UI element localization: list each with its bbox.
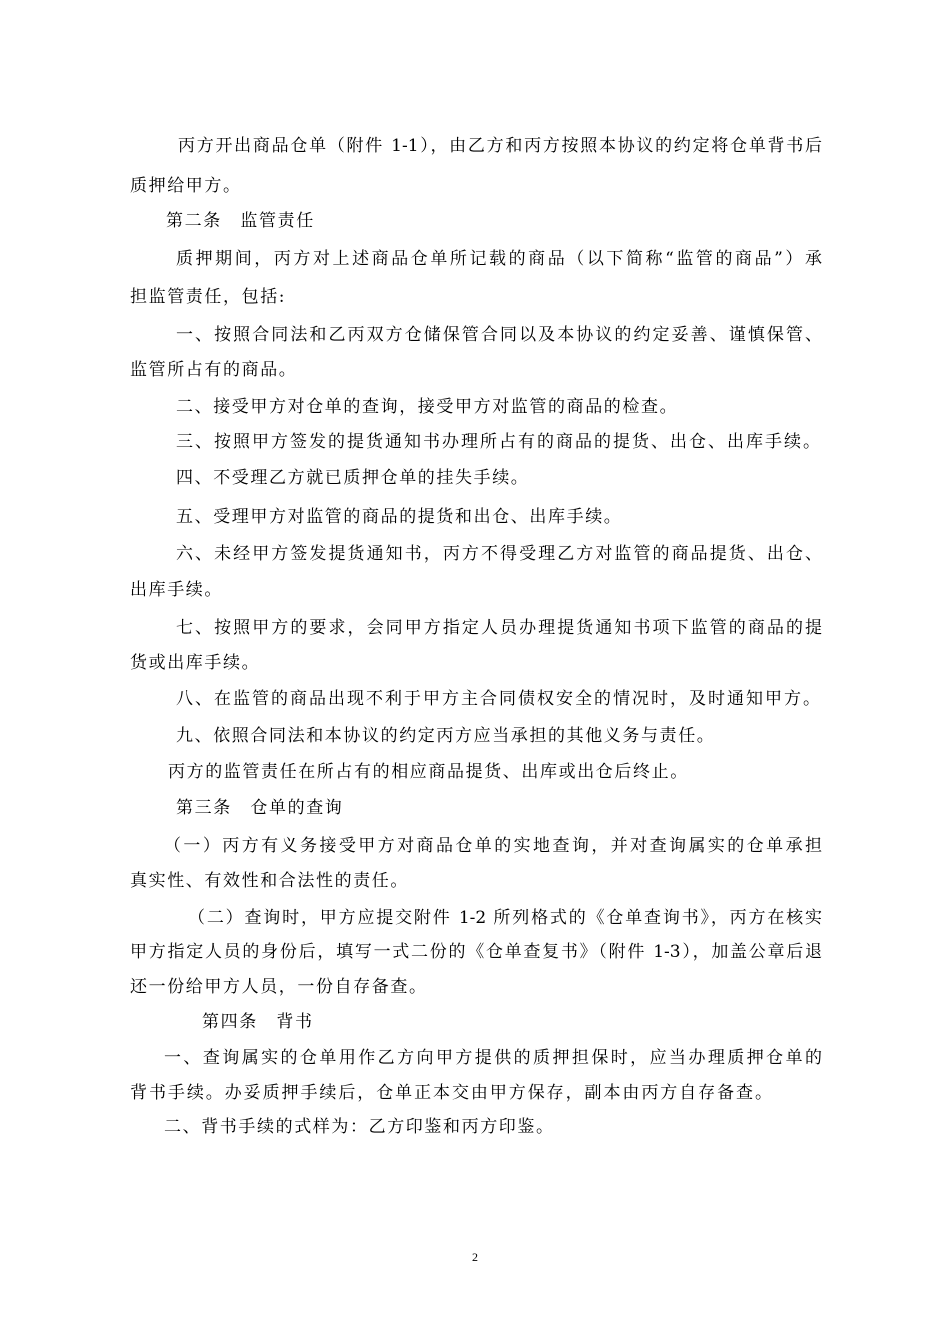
text-line: 八、在监管的商品出现不利于甲方主合同债权安全的情况时，及时通知甲方。 [176, 689, 820, 709]
text-line: 三、按照甲方签发的提货通知书办理所占有的商品的提货、出仓、出库手续。 [176, 432, 820, 452]
text-line: 丙方开出商品仓单（附件 1-1），由乙方和丙方按照本协议的约定将仓单背书后 [178, 136, 822, 156]
text-line: （二）查询时，甲方应提交附件 1-2 所列格式的《仓单查询书》，丙方在核实 [188, 908, 822, 928]
text-line: 货或出库手续。 [130, 653, 261, 673]
text-line: 一、查询属实的仓单用作乙方向甲方提供的质押担保时，应当办理质押仓单的 [164, 1048, 822, 1068]
text-line: 甲方指定人员的身份后，填写一式二份的《仓单查复书》（附件 1-3），加盖公章后退 [130, 942, 822, 962]
text-line: 出库手续。 [130, 580, 223, 600]
section-heading: 第二条 监管责任 [166, 211, 315, 231]
text-line: 二、接受甲方对仓单的查询，接受甲方对监管的商品的检查。 [176, 397, 679, 417]
text-line: 质押期间，丙方对上述商品仓单所记载的商品（以下简称“监管的商品”）承 [176, 249, 822, 269]
text-line: 还一份给甲方人员，一份自存备查。 [130, 977, 428, 997]
page-number: 2 [472, 1250, 478, 1264]
text-line: 一、按照合同法和乙丙双方仓储保管合同以及本协议的约定妥善、谨慎保管、 [176, 325, 822, 345]
text-line: 二、背书手续的式样为：乙方印鉴和丙方印鉴。 [164, 1117, 555, 1137]
text-line: 背书手续。办妥质押手续后，仓单正本交由甲方保存，副本由丙方自存备查。 [130, 1083, 772, 1103]
text-line: 质押给甲方。 [130, 176, 242, 196]
text-line: （一）丙方有义务接受甲方对商品仓单的实地查询，并对查询属实的仓单承担 [164, 836, 822, 856]
text-line: 担监管责任，包括: [130, 287, 287, 307]
text-line: 丙方的监管责任在所占有的相应商品提货、出库或出仓后终止。 [168, 762, 689, 782]
text-line: 九、依照合同法和本协议的约定丙方应当承担的其他义务与责任。 [176, 726, 716, 746]
text-line: 六、未经甲方签发提货通知书，丙方不得受理乙方对监管的商品提货、出仓、 [176, 544, 822, 564]
text-line: 七、按照甲方的要求，会同甲方指定人员办理提货通知书项下监管的商品的提 [176, 618, 822, 638]
text-line: 监管所占有的商品。 [130, 360, 298, 380]
text-line: 五、受理甲方对监管的商品的提货和出仓、出库手续。 [176, 507, 623, 527]
text-line: 四、不受理乙方就已质押仓单的挂失手续。 [176, 468, 530, 488]
section-heading: 第四条 背书 [202, 1012, 314, 1032]
text-line: 真实性、有效性和合法性的责任。 [130, 871, 409, 891]
section-heading: 第三条 仓单的查询 [176, 798, 344, 818]
